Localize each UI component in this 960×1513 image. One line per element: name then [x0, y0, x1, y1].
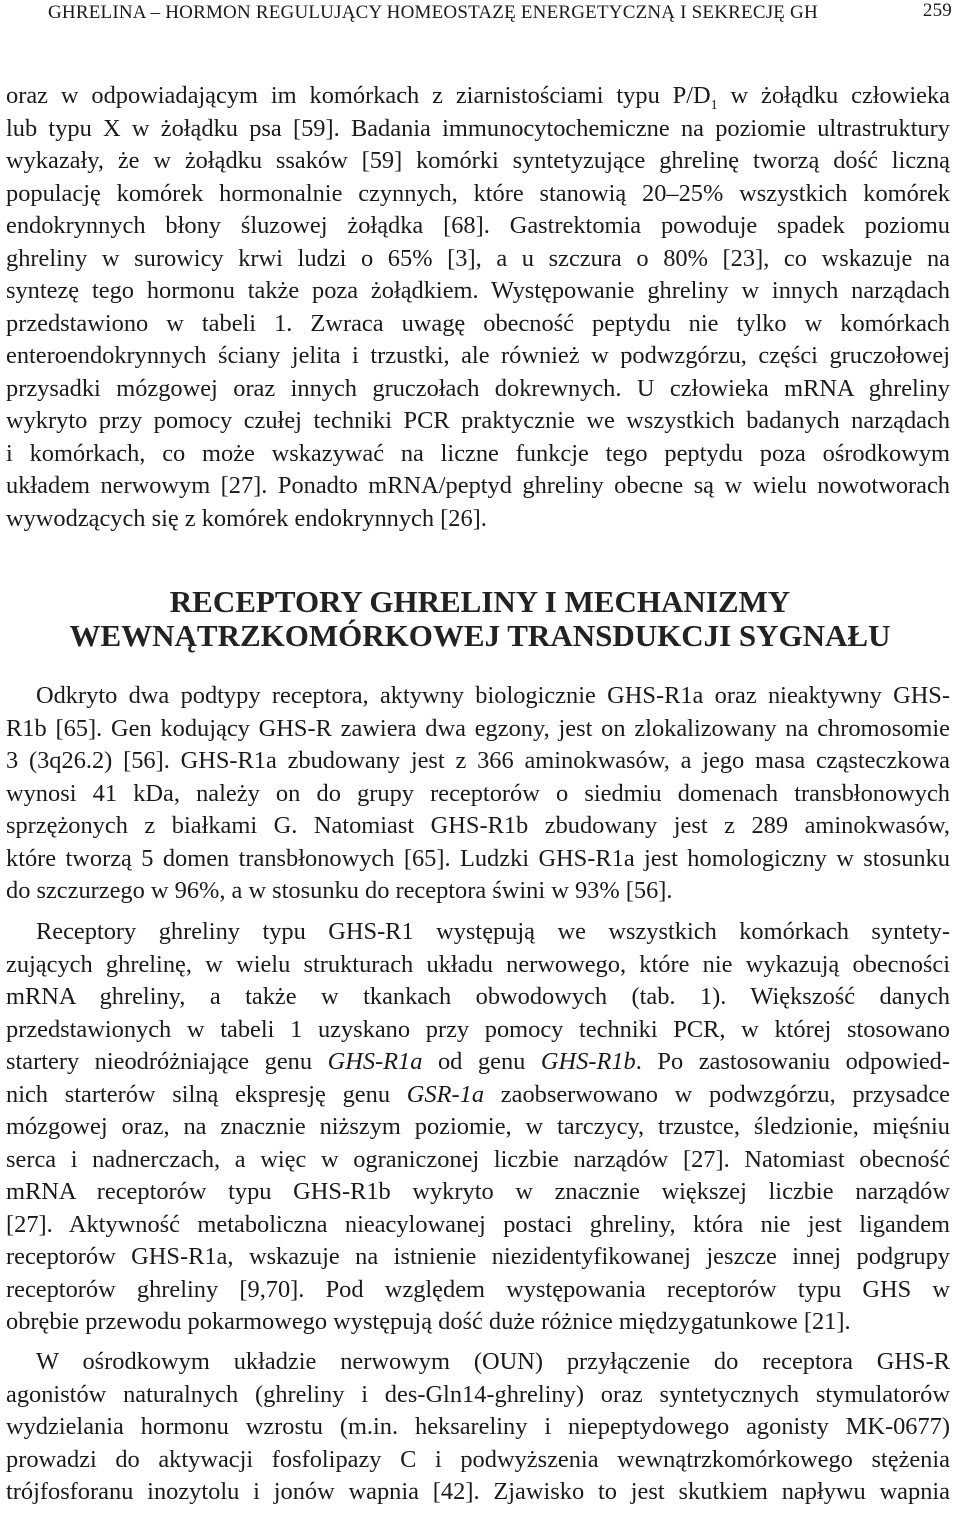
text-line: 3 (3q26.2) [56]. GHS-R1a zbudowany jest z 366 aminokwasów, a jego masa cząsteczkowa — [6, 747, 950, 774]
text-line: mRNA ghreliny, a także w tkankach obwodowych (tab. 1). Większość danych — [6, 983, 950, 1010]
text-line: prowadzi do aktywacji fosfolipazy C i podwyższenia wewnątrzkomórkowego stężenia — [6, 1445, 950, 1473]
text-line: receptorów GHS-R1a, wskazuje na istnienie niezidentyfikowanej jeszcze innej podgrupy — [6, 1243, 950, 1270]
text-line: mózgowej oraz, na znacznie niższym poziomie, w tarczycy, trzustce, śledzionie, mięśniu — [6, 1113, 950, 1140]
paragraph-receptor-expression — [6, 916, 950, 1339]
text-line: wywodzących się z komórek endokrynnych [26]. — [6, 504, 487, 532]
paragraph-receptor-subtypes — [6, 680, 950, 908]
paragraph-ghrelin-distribution — [6, 80, 950, 535]
text-line: Odkryto dwa podtypy receptora, aktywny biologicznie GHS-R1a oraz nieaktywny GHS- — [36, 682, 950, 709]
section-heading-line: WEWNĄTRZKOMÓRKOWEJ TRANSDUKCJI SYGNAŁU — [69, 618, 891, 653]
text-line: wydzielania hormonu wzrostu (m.in. heksareliny i niepeptydowego agonisty MK-0677) — [6, 1413, 950, 1440]
running-title: GHRELINA – HORMON REGULUJĄCY HOMEOSTAZĘ ENERGETYCZNĄ I SEKRECJĘ GH — [48, 2, 818, 23]
text-line: enteroendokrynnych ściany jelita i trzustki, ale również w podwzgórzu, części gruczołowej — [6, 342, 950, 369]
text-line: serca i nadnerczach, a więc w ograniczonej liczbie narządów [27]. Natomiast obecność — [6, 1145, 950, 1173]
text-line: nich starterów silną ekspresję genu GSR-1a zaobserwowano w podwzgórzu, przysadce — [6, 1080, 950, 1108]
gene-name: GSR-1a — [406, 1080, 485, 1108]
text-line: przedstawiono w tabeli 1. Zwraca uwagę obecność peptydu nie tylko w komórkach — [6, 309, 950, 337]
section-heading — [0, 585, 960, 653]
text-line: trójfosforanu inozytolu i jonów wapnia [42]. Zjawisko to jest skutkiem napływu wapnia — [6, 1478, 950, 1505]
text-line: wynosi 41 kDa, należy on do grupy receptorów o siedmiu domenach transbłonowych — [6, 779, 950, 807]
text-line: [27]. Aktywność metaboliczna nieacylowanej postaci ghreliny, która nie jest ligandem — [6, 1210, 950, 1238]
text-line: oraz w odpowiadającym im komórkach z ziarnistościami typu $P/D_1$ w żołądku człowieka — [6, 82, 950, 113]
text-line: lub typu X w żołądku psa [59]. Badania immunocytochemiczne na poziomie ultrastruktury — [6, 114, 950, 142]
text-line: zujących ghrelinę, w wielu strukturach układu nerwowego, które nie wykazują obecności — [6, 950, 950, 978]
page-number: 259 — [922, 0, 952, 21]
running-head — [0, 0, 960, 30]
text-line: sprzężonych z białkami G. Natomiast GHS-R1b zbudowany jest z 289 aminokwasów, — [6, 812, 950, 839]
text-line: które tworzą 5 domen transbłonowych [65]. Ludzki GHS-R1a jest homologiczny w stosunku — [6, 844, 950, 872]
text-line: W ośrodkowym układzie nerwowym (OUN) przyłączenie do receptora GHS-R — [36, 1348, 950, 1375]
text-line: przedstawionych w tabeli 1 uzyskano przy pomocy techniki PCR, w której stosowano — [6, 1015, 950, 1043]
text-line: mRNA receptorów typu GHS-R1b wykryto w znacznie większej liczbie narządów — [6, 1178, 950, 1205]
text-line: populację komórek hormonalnie czynnych, które stanowią 20–25% wszystkich komórek — [6, 179, 950, 207]
text-line: syntezę tego hormonu także poza żołądkiem. Występowanie ghreliny w innych narządach — [6, 277, 950, 304]
text-line: i komórkach, co może wskazywać na liczne funkcje tego peptydu poza ośrodkowym — [6, 439, 950, 467]
text-line: wykryto przy pomocy czułej techniki PCR praktycznie we wszystkich badanych narządach — [6, 407, 950, 434]
text-line: endokrynnych błony śluzowej żołądka [68]. Gastrektomia powoduje spadek poziomu — [6, 212, 950, 239]
text-line: wykazały, że w żołądku ssaków [59] komórki syntetyzujące ghrelinę tworzą dość liczną — [6, 147, 950, 174]
text-line: przysadki mózgowej oraz innych gruczołach dokrewnych. U człowieka mRNA ghreliny — [6, 374, 950, 402]
text-line: agonistów naturalnych (ghreliny i des-Gln14-ghreliny) oraz syntetycznych stymulatorów — [6, 1380, 950, 1408]
text-line: Receptory ghreliny typu GHS-R1 występują we wszystkich komórkach syntety- — [36, 918, 950, 945]
text-line: R1b [65]. Gen kodujący GHS-R zawiera dwa egzony, jest on zlokalizowany na chromosomie — [6, 714, 950, 742]
gene-name: GHS-R1b — [540, 1048, 636, 1075]
paragraph-cns-signaling — [6, 1346, 950, 1509]
text-line: ghreliny w surowicy krwi ludzi o 65% [3], a u szczura o 80% [23], co wskazuje na — [6, 244, 950, 272]
subscript: 1 — [710, 97, 718, 113]
text-line: receptorów ghreliny [9,70]. Pod względem występowania receptorów typu GHS w — [6, 1275, 950, 1303]
section-heading-line: RECEPTORY GHRELINY I MECHANIZMY — [169, 584, 791, 619]
text-line: do szczurzego w 96%, a w stosunku do receptora świni w 93% [56]. — [6, 877, 673, 904]
text-line: układem nerwowym [27]. Ponadto mRNA/peptyd ghreliny obecne są w wielu nowotworach — [6, 472, 950, 499]
text-line: startery nieodróżniające genu GHS-R1a od genu GHS-R1b. Po zastosowaniu odpowied- — [6, 1048, 950, 1075]
text-line: obrębie przewodu pokarmowego występują dość duże różnice międzygatunkowe [21]. — [6, 1308, 851, 1335]
gene-name: GHS-R1a — [327, 1048, 423, 1075]
